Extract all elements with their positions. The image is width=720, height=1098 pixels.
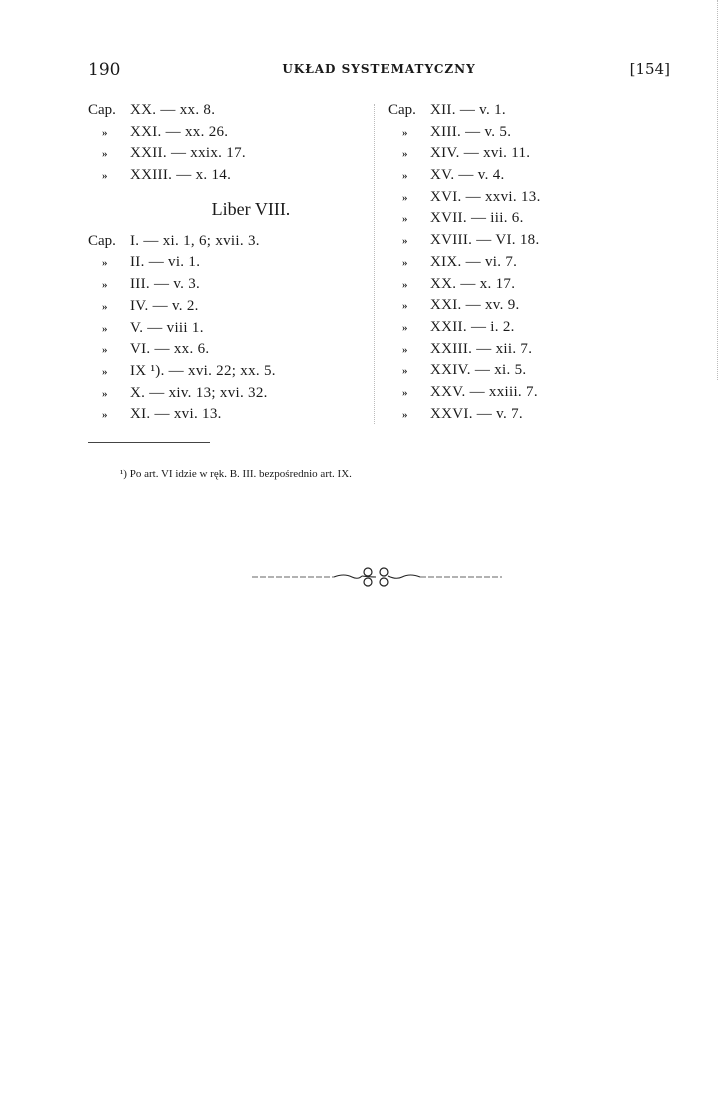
list-item (88, 383, 368, 405)
row-text: XXIII. — x. 14. (130, 167, 232, 184)
footnote-marker: ¹) (120, 468, 127, 480)
list-item (388, 187, 648, 209)
running-title: UKŁAD SYSTEMATYCZNY (282, 62, 476, 76)
ditto-mark: » (402, 321, 408, 334)
row-text: XXVI. — v. 7. (430, 405, 523, 422)
ditto-mark: » (402, 386, 408, 399)
row-prefix: Cap. (88, 102, 116, 118)
list-item (88, 100, 368, 122)
list-item (388, 360, 648, 382)
row-text: XI. — xvi. 13. (130, 406, 222, 423)
ditto-mark: » (402, 126, 408, 139)
row-text: XVIII. — VI. 18. (430, 232, 540, 249)
list-item (388, 230, 648, 252)
list-item (88, 296, 368, 318)
ditto-mark: » (402, 256, 408, 269)
row-text: II. — vi. 1. (130, 254, 201, 271)
row-text: XII. — v. 1. (430, 102, 506, 118)
row-text: I. — xi. 1, 6; xvii. 3. (130, 232, 260, 249)
ditto-mark: » (402, 213, 408, 226)
list-item (388, 208, 648, 230)
row-text: XX. — xx. 8. (130, 102, 216, 118)
list-item (88, 404, 368, 426)
right-column (388, 100, 648, 425)
row-text: XXI. — xv. 9. (430, 297, 520, 314)
ditto-mark: » (102, 322, 108, 335)
row-text: IX ¹). — xvi. 22; xx. 5. (130, 362, 276, 379)
ditto-mark: » (102, 409, 108, 422)
row-text: IV. — v. 2. (130, 297, 199, 314)
list-item (88, 318, 368, 340)
column-divider (374, 104, 375, 424)
ditto-mark: » (402, 148, 408, 161)
ditto-mark: » (102, 170, 108, 183)
list-item (388, 122, 648, 144)
row-text: XIV. — xvi. 11. (430, 145, 531, 162)
ditto-mark: » (102, 126, 108, 139)
list-item (388, 252, 648, 274)
ditto-mark: » (402, 191, 408, 204)
row-text: XXII. — i. 2. (430, 318, 515, 335)
row-text: V. — viii 1. (130, 319, 204, 336)
list-item (88, 165, 368, 187)
left-column (88, 100, 368, 426)
row-text: XVII. — iii. 6. (430, 210, 524, 227)
ditto-mark: » (402, 343, 408, 356)
ditto-mark: » (402, 235, 408, 248)
signature-mark: [154] (629, 60, 670, 78)
row-text: XXV. — xxiii. 7. (430, 383, 538, 400)
row-text: XIX. — vi. 7. (430, 253, 518, 270)
row-text: XXIII. — xii. 7. (430, 340, 533, 357)
ditto-mark: » (402, 408, 408, 421)
list-item (88, 361, 368, 383)
list-item (88, 274, 368, 296)
ditto-mark: » (102, 300, 108, 313)
footnote-rule (88, 442, 210, 443)
list-item (388, 143, 648, 165)
section-heading: Liber VIII. (211, 198, 291, 219)
list-item (388, 274, 648, 296)
page-number: 190 (88, 60, 121, 80)
row-text: XXI. — xx. 26. (130, 123, 229, 140)
list-item (88, 122, 368, 144)
row-text: XXIV. — xi. 5. (430, 362, 527, 379)
list-item (88, 252, 368, 274)
ditto-mark: » (102, 279, 108, 292)
list-item (388, 100, 648, 122)
list-item (388, 404, 648, 426)
ditto-mark: » (102, 148, 108, 161)
ditto-mark: » (102, 257, 108, 270)
ditto-mark: » (402, 300, 408, 313)
footnote (120, 468, 352, 480)
ditto-mark: » (402, 278, 408, 291)
list-item (388, 339, 648, 361)
row-prefix: Cap. (388, 102, 416, 118)
ditto-mark: » (102, 387, 108, 400)
list-item (388, 317, 648, 339)
row-text: XX. — x. 17. (430, 275, 516, 292)
list-item (88, 143, 368, 165)
page-edge-mark (716, 0, 718, 380)
ditto-mark: » (102, 344, 108, 357)
footnote-text: Po art. VI idzie w ręk. B. III. bezpośrednio art. IX. (129, 468, 352, 480)
list-item (388, 295, 648, 317)
ditto-mark: » (402, 170, 408, 183)
row-text: XVI. — xxvi. 13. (430, 188, 541, 205)
list-item (88, 339, 368, 361)
page-header (88, 60, 670, 84)
row-text: III. — v. 3. (130, 276, 201, 293)
row-text: XIII. — v. 5. (430, 123, 512, 140)
row-text: X. — xiv. 13; xvi. 32. (130, 384, 268, 401)
row-text: VI. — xx. 6. (130, 341, 210, 358)
ditto-mark: » (402, 365, 408, 378)
ditto-mark: » (102, 365, 108, 378)
row-prefix: Cap. (88, 232, 116, 249)
row-text: XXII. — xxix. 17. (130, 145, 246, 162)
row-text: XV. — v. 4. (430, 167, 505, 184)
list-item (88, 231, 368, 253)
scroll-ornament-icon (252, 564, 502, 590)
list-item (388, 165, 648, 187)
list-item (388, 382, 648, 404)
